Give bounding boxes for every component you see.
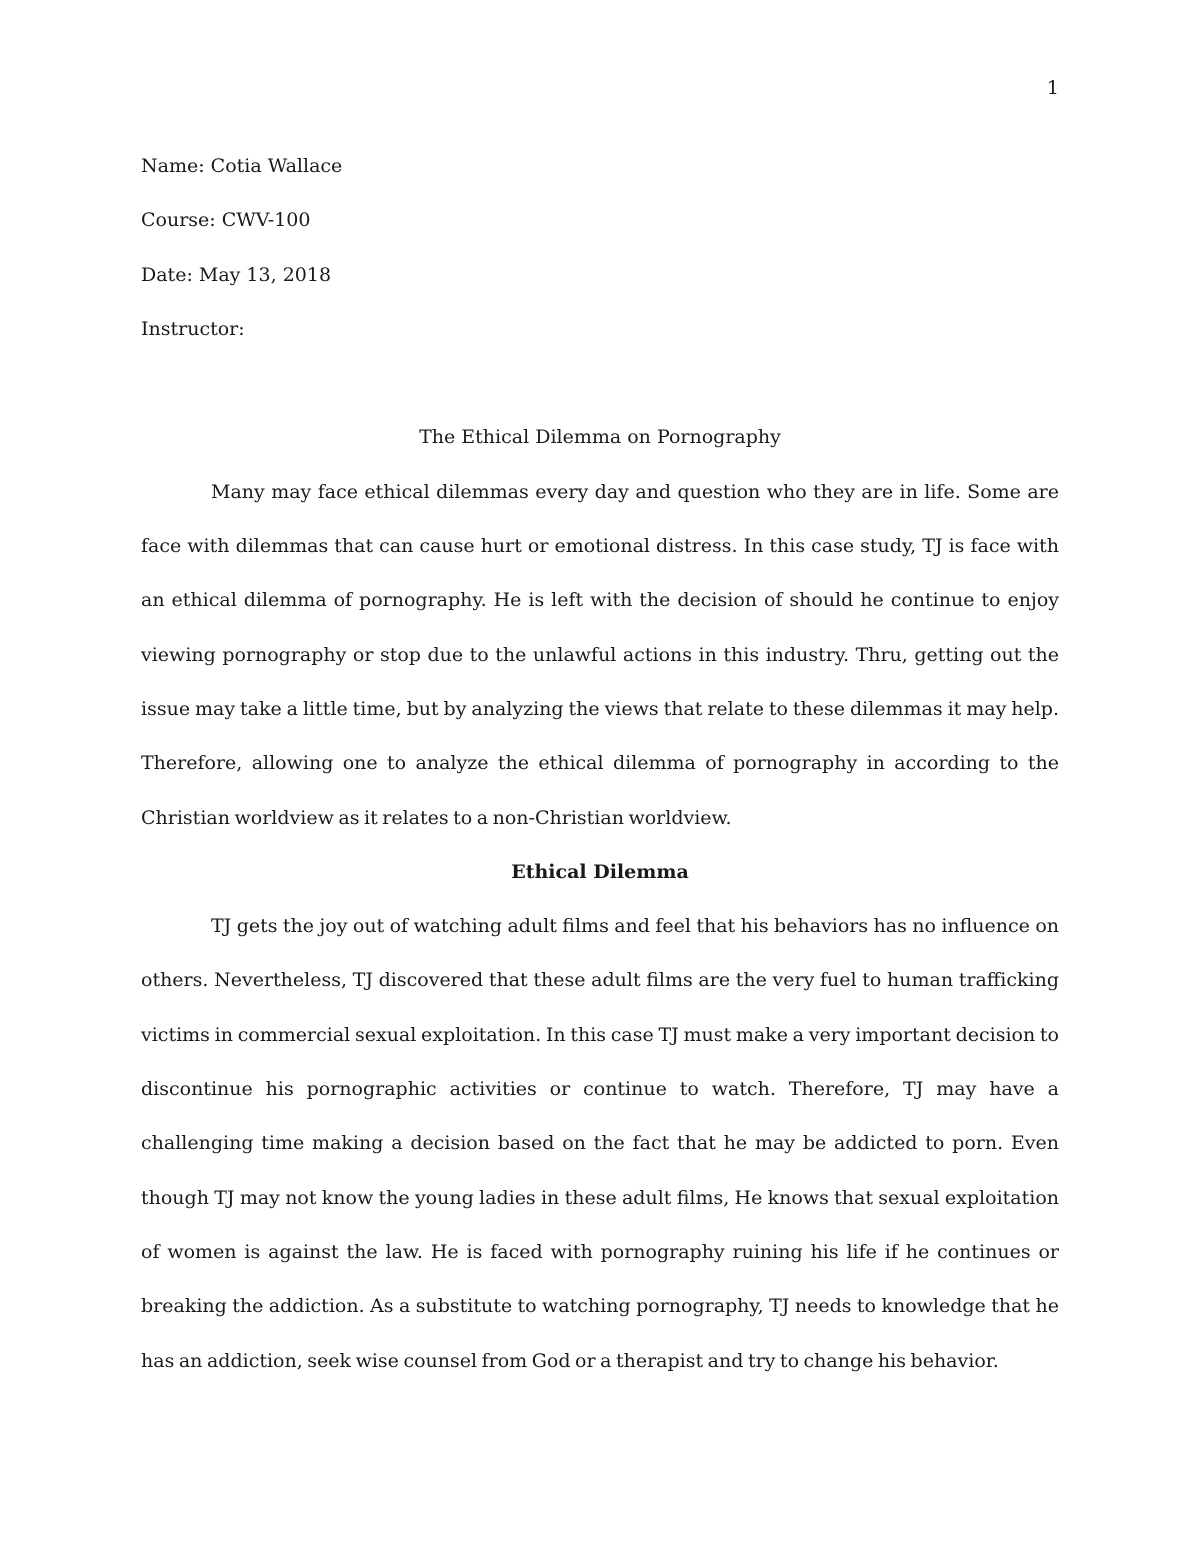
document-body — [141, 139, 1059, 1388]
date-line: Date: May 13, 2018 — [141, 263, 332, 286]
intro-paragraph: Many may face ethical dilemmas every day and question who they are in life. Some are face with dilemmas that can cause hurt or emotional distress. In this case study, TJ is face with an ethical dilemma of pornography. He is left with the decision of should he continue to enjoy viewing pornography or stop due to the unlawful actions in this industry. Thru, getting out the issue may take a little time, but by analyzing the views that relate to these dilemmas it may help. Therefore, allowing one to analyze the ethical dilemma of pornography in according to the Christian worldview as it relates to a non-Christian worldview. — [141, 480, 1059, 829]
blank-line — [141, 356, 1059, 410]
course-line: Course: CWV-100 — [141, 209, 311, 232]
page-number: 1 — [1046, 77, 1059, 99]
student-name: Name: Cotia Wallace — [141, 155, 343, 177]
instructor-line: Instructor: — [141, 317, 245, 340]
essay-title: The Ethical Dilemma on Pornography — [419, 426, 781, 449]
section-heading: Ethical Dilemma — [511, 860, 689, 883]
section-paragraph: TJ gets the joy out of watching adult films and feel that his behaviors has no influence on others. Nevertheless, TJ discovered that these adult films are the very fuel to human trafficking victims in commercial sexual exploitation. In this case TJ must make a very important decision to discontinue his pornographic activities or continue to watch. Therefore, TJ may have a challenging time making a decision based on the fact that he may be addicted to porn. Even though TJ may not know the young ladies in these adult films, He knows that sexual exploitation of women is against the law. He is faced with pornography ruining his life if he continues or breaking the addiction. As a substitute to watching pornography, TJ needs to knowledge that he has an addiction, seek wise counsel from God or a therapist and try to change his behavior. — [141, 915, 1059, 1372]
